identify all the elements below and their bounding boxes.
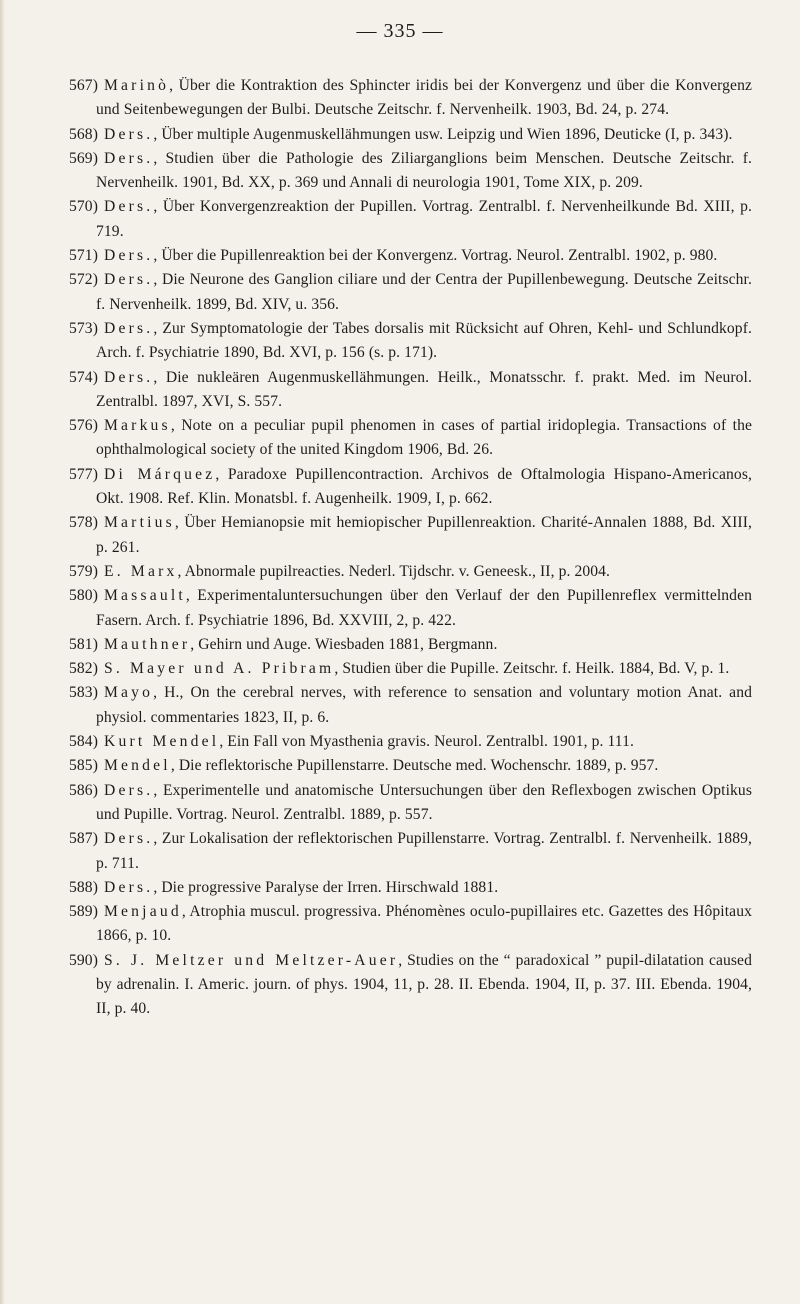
reference-author: Mauthner bbox=[103, 635, 191, 653]
reference-number: 568) bbox=[69, 125, 98, 143]
reference-entry bbox=[69, 633, 752, 657]
reference-entry bbox=[69, 730, 752, 754]
reference-entry bbox=[69, 366, 752, 415]
reference-number: 588) bbox=[69, 878, 98, 896]
reference-number: 574) bbox=[69, 368, 98, 386]
reference-text: , Experimentelle und anatomische Untersuchungen über den Reflexbogen zwischen Optikus und Pupille. Vortrag. Neurol. Zentralbl. 1889, p. 557. bbox=[96, 781, 752, 823]
reference-text: , Über multiple Augenmuskellähmungen usw. Leipzig und Wien 1896, Deuticke (I, p. 343). bbox=[153, 125, 733, 143]
reference-text: , Experimentaluntersuchungen über den Verlauf der den Pupillenreflex vermittelnden Fasern. Arch. f. Psychiatrie 1896, Bd. XXVIII, 2, p. 422. bbox=[96, 587, 752, 629]
reference-author: Menjaud bbox=[103, 903, 182, 921]
reference-author: Kurt Mendel bbox=[103, 733, 220, 751]
reference-author: Ders. bbox=[103, 149, 154, 167]
reference-author: Marinò bbox=[103, 77, 170, 94]
reference-text: , Atrophia muscul. progressiva. Phénomènes oculo-pupillaires etc. Gazettes des Hôpitaux 1866, p. 10. bbox=[96, 903, 752, 945]
reference-number: 578) bbox=[69, 514, 98, 532]
reference-author: S. J. Meltzer und Meltzer-Auer bbox=[103, 951, 399, 969]
reference-entry bbox=[69, 123, 752, 147]
reference-number: 584) bbox=[69, 733, 98, 751]
reference-entry bbox=[69, 511, 752, 560]
reference-text: , Gehirn und Auge. Wiesbaden 1881, Bergmann. bbox=[190, 635, 498, 653]
reference-number: 586) bbox=[69, 781, 98, 799]
reference-entry bbox=[69, 560, 752, 584]
reference-entry bbox=[69, 779, 752, 828]
reference-text: , Über Hemianopsie mit hemiopischer Pupillenreaktion. Charité-Annalen 1888, Bd. XIII, p. 261. bbox=[96, 514, 752, 556]
reference-author: Ders. bbox=[103, 125, 154, 143]
reference-author: Ders. bbox=[103, 830, 154, 848]
reference-text: , Studies on the “ paradoxical ” pupil-dilatation caused by adrenalin. I. Americ. journ. of phys. 1904, 11, p. 28. II. Ebenda. 1904, II, p. 37. III. Ebenda. 1904, II, p. 40. bbox=[96, 951, 752, 1018]
reference-number: 577) bbox=[69, 465, 98, 483]
page-number: — 335 — bbox=[356, 20, 444, 42]
reference-entry bbox=[69, 754, 752, 778]
reference-text: , Zur Lokalisation der reflektorischen Pupillenstarre. Vortrag. Zentralbl. f. Nervenheilk. 1889, p. 711. bbox=[96, 830, 752, 872]
reference-text: , Zur Symptomatologie der Tabes dorsalis mit Rücksicht auf Ohren, Kehl- und Schlundkopf. Arch. f. Psychiatrie 1890, Bd. XVI, p. 156 (s. p. 171). bbox=[96, 319, 752, 362]
reference-author: Ders. bbox=[103, 878, 154, 896]
reference-author: Ders. bbox=[103, 368, 154, 386]
reference-number: 587) bbox=[69, 830, 98, 848]
reference-author: Ders. bbox=[103, 319, 154, 337]
reference-number: 567) bbox=[69, 77, 98, 94]
reference-number: 570) bbox=[69, 198, 98, 216]
reference-author: Massault bbox=[103, 587, 186, 605]
reference-author: Mendel bbox=[103, 757, 171, 775]
reference-number: 580) bbox=[69, 587, 98, 605]
reference-author: Martius bbox=[103, 514, 175, 532]
reference-entry bbox=[69, 657, 752, 681]
reference-number: 569) bbox=[69, 149, 98, 167]
reference-number: 590) bbox=[69, 951, 98, 969]
reference-entry bbox=[69, 949, 752, 1022]
reference-text: , Ein Fall von Myasthenia gravis. Neurol. Zentralbl. 1901, p. 111. bbox=[219, 733, 635, 751]
reference-author: Ders. bbox=[103, 781, 154, 799]
reference-list bbox=[69, 74, 752, 1022]
reference-text: , Über Konvergenzreaktion der Pupillen. Vortrag. Zentralbl. f. Nervenheilkunde Bd. XIII, p. 719. bbox=[96, 198, 752, 240]
reference-author: Ders. bbox=[103, 247, 154, 265]
reference-entry bbox=[69, 827, 752, 876]
reference-text: , H., On the cerebral nerves, with reference to sensation and voluntary motion Anat. and physiol. commentaries 1823, II, p. 6. bbox=[96, 684, 752, 726]
reference-entry bbox=[69, 268, 752, 317]
reference-entry bbox=[69, 414, 752, 463]
reference-author: S. Mayer und A. Pribram bbox=[103, 660, 335, 678]
reference-text: , Über die Kontraktion des Sphincter iridis bei der Konvergenz und über die Konvergenz und Seitenbewegungen der Bulbi. Deutsche Zeitschr. f. Nervenheilk. 1903, Bd. 24, p. 274. bbox=[96, 77, 752, 119]
reference-number: 589) bbox=[69, 903, 98, 921]
reference-text: , Studien über die Pathologie des Ziliarganglions beim Menschen. Deutsche Zeitschr. f. Nervenheilk. 1901, Bd. XX, p. 369 und Annali di neurologia 1901, Tome XIX, p. 209. bbox=[96, 149, 752, 192]
reference-entry bbox=[69, 147, 752, 196]
reference-entry bbox=[69, 244, 752, 268]
reference-number: 585) bbox=[69, 757, 98, 775]
reference-number: 572) bbox=[69, 271, 98, 289]
reference-text: , Die Neurone des Ganglion ciliare und der Centra der Pupillenbewegung. Deutsche Zeitschr. f. Nervenheilk. 1899, Bd. XIV, u. 356. bbox=[96, 271, 752, 313]
reference-author: Mayo bbox=[103, 684, 154, 702]
reference-entry bbox=[69, 681, 752, 730]
reference-number: 583) bbox=[69, 684, 98, 702]
reference-number: 576) bbox=[69, 417, 98, 435]
reference-author: Di Márquez bbox=[103, 465, 216, 483]
reference-entry bbox=[69, 317, 752, 366]
page-edge-shadow bbox=[0, 0, 5, 1304]
reference-author: Ders. bbox=[103, 198, 154, 216]
reference-number: 573) bbox=[69, 319, 98, 337]
reference-entry bbox=[69, 463, 752, 512]
reference-entry bbox=[69, 900, 752, 949]
reference-number: 582) bbox=[69, 660, 98, 678]
reference-text: , Die reflektorische Pupillenstarre. Deutsche med. Wochenschr. 1889, p. 957. bbox=[170, 757, 659, 775]
reference-number: 571) bbox=[69, 247, 98, 265]
reference-text: , Über die Pupillenreaktion bei der Konvergenz. Vortrag. Neurol. Zentralbl. 1902, p. 980. bbox=[153, 247, 718, 265]
reference-text: , Abnormale pupilreacties. Nederl. Tijdschr. v. Geneesk., II, p. 2004. bbox=[177, 562, 611, 580]
reference-author: E. Marx bbox=[103, 562, 178, 580]
reference-author: Ders. bbox=[103, 271, 154, 289]
reference-entry bbox=[69, 876, 752, 900]
reference-text: , Die progressive Paralyse der Irren. Hirschwald 1881. bbox=[153, 878, 499, 896]
reference-text: , Note on a peculiar pupil phenomen in cases of partial iridoplegia. Transactions of the ophthalmological society of the united Kingdom 1906, Bd. 26. bbox=[96, 417, 752, 459]
reference-text: , Paradoxe Pupillencontraction. Archivos de Oftalmologia Hispano-Americanos, Okt. 1908. Ref. Klin. Monatsbl. f. Augenheilk. 1909, I, p. 662. bbox=[96, 465, 752, 508]
reference-text: , Studien über die Pupille. Zeitschr. f. Heilk. 1884, Bd. V, p. 1. bbox=[334, 660, 730, 678]
reference-entry bbox=[69, 195, 752, 244]
reference-entry bbox=[69, 74, 752, 123]
reference-entry bbox=[69, 584, 752, 633]
reference-number: 581) bbox=[69, 635, 98, 653]
reference-number: 579) bbox=[69, 562, 98, 580]
reference-text: , Die nukleären Augenmuskellähmungen. Heilk., Monatsschr. f. prakt. Med. im Neurol. Zentralbl. 1897, XVI, S. 557. bbox=[96, 368, 752, 410]
reference-author: Markus bbox=[103, 417, 171, 435]
